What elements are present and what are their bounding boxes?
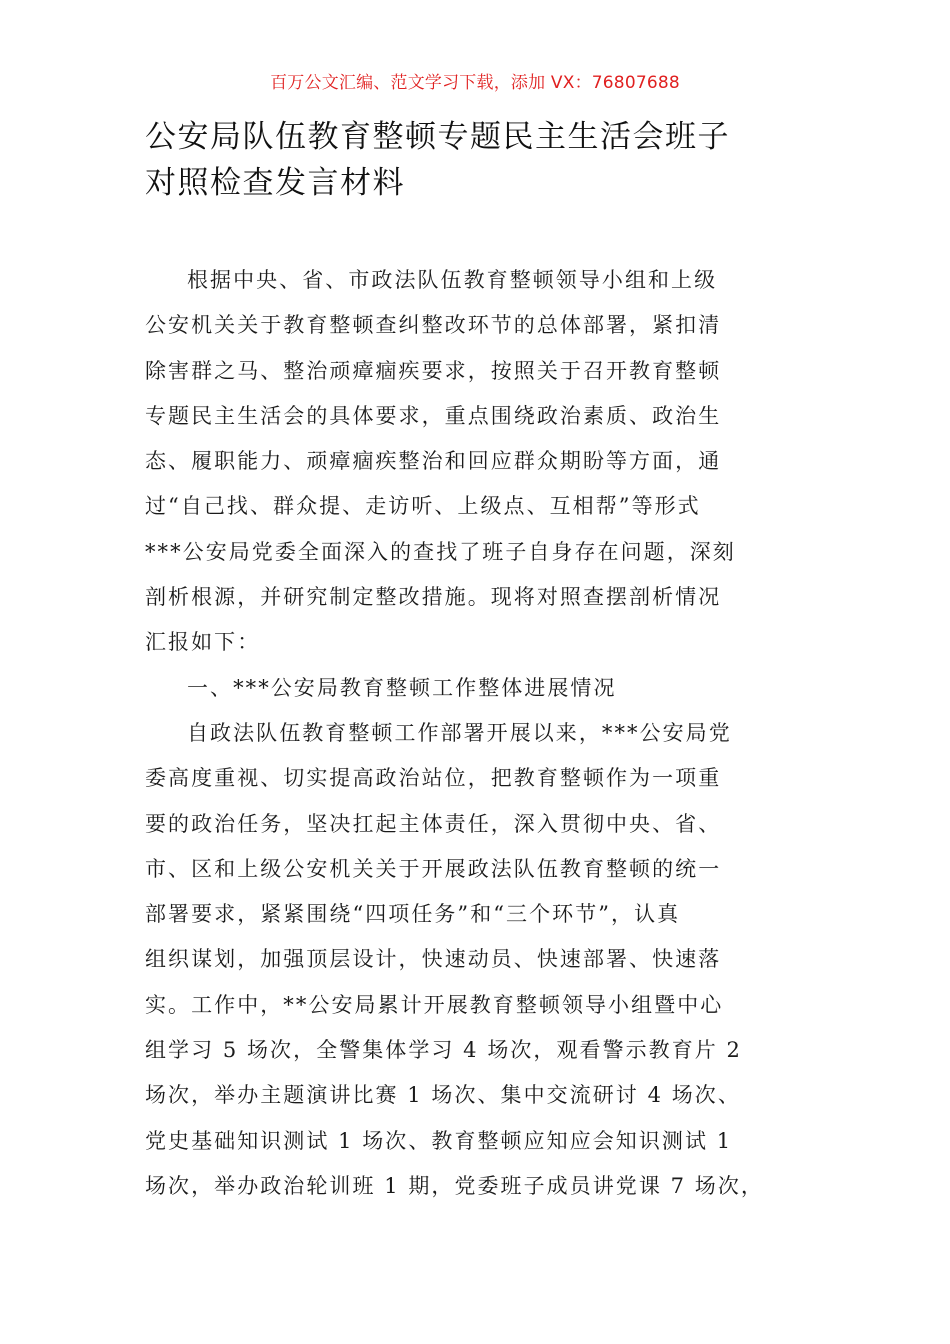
body-line: 专题民主生活会的具体要求，重点围绕政治素质、政治生 [145, 403, 722, 428]
promo-header: 百万公文汇编、范文学习下载，添加 VX：76807688 [270, 73, 680, 93]
body-line: ***公安局党委全面深入的查找了班子自身存在问题，深刻 [145, 539, 736, 564]
body-line: 要的政治任务，坚决扛起主体责任，深入贯彻中央、省、 [145, 811, 722, 836]
document-title [145, 114, 825, 206]
document-body [145, 258, 825, 1209]
body-line: 根据中央、省、市政法队伍教育整顿领导小组和上级 [187, 268, 718, 292]
body-line: 实。工作中，**公安局累计开展教育整顿领导小组暨中心 [145, 992, 724, 1017]
title-line-1: 公安局队伍教育整顿专题民主生活会班子 [145, 119, 730, 155]
body-line: 过“自己找、群众提、走访听、上级点、互相帮”等形式 [145, 494, 701, 519]
body-line: 态、履职能力、顽瘴痼疾整治和回应群众期盼等方面，通 [145, 449, 722, 474]
section-heading: 一、***公安局教育整顿工作整体进展情况 [187, 675, 617, 700]
body-line: 组学习 5 场次，全警集体学习 4 场次，观看警示教育片 2 [145, 1038, 742, 1063]
body-line: 公安机关关于教育整顿查纠整改环节的总体部署，紧扣清 [145, 313, 722, 338]
body-line: 除害群之马、整治顽瘴痼疾要求，按照关于召开教育整顿 [145, 358, 722, 383]
body-line: 场次，举办主题演讲比赛 1 场次、集中交流研讨 4 场次、 [145, 1083, 741, 1108]
body-line: 党史基础知识测试 1 场次、教育整顿应知应会知识测试 1 [145, 1128, 733, 1153]
body-line: 自政法队伍教育整顿工作部署开展以来，***公安局党 [187, 720, 732, 745]
body-line: 汇报如下： [145, 630, 261, 655]
body-line: 部署要求，紧紧围绕“四项任务”和“三个环节”，认真 [145, 902, 681, 927]
body-line: 委高度重视、切实提高政治站位，把教育整顿作为一项重 [145, 766, 722, 791]
body-line: 组织谋划，加强顶层设计，快速动员、快速部署、快速落 [145, 947, 722, 972]
body-line: 市、区和上级公安机关关于开展政法队伍教育整顿的统一 [145, 856, 722, 881]
body-line: 场次，举办政治轮训班 1 期，党委班子成员讲党课 7 场次， [145, 1173, 764, 1198]
body-line: 剖析根源，并研究制定整改措施。现将对照查摆剖析情况 [145, 585, 722, 610]
title-line-2: 对照检查发言材料 [145, 165, 405, 201]
